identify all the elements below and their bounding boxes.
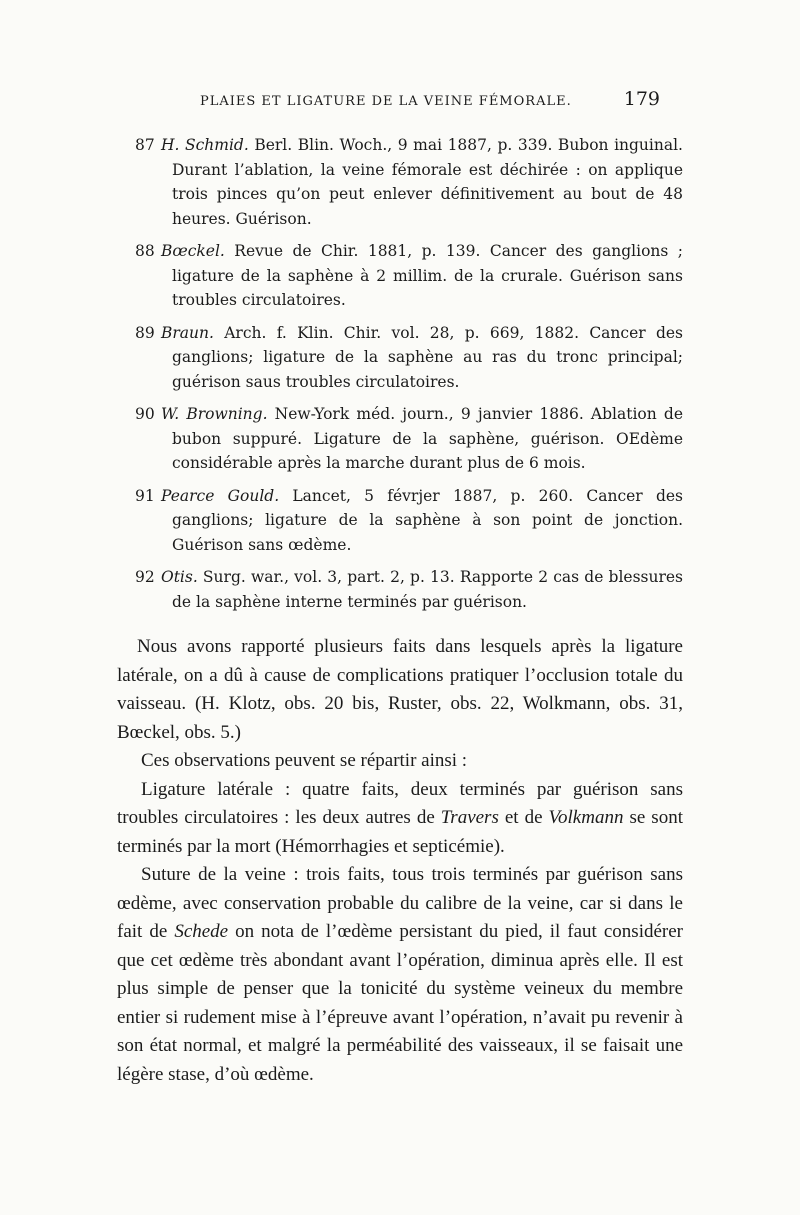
reference-number: 91 <box>135 486 155 505</box>
reference-number: 87 <box>135 136 155 154</box>
reference-list <box>135 133 683 622</box>
paragraph-text: Suture de la veine : trois faits, tous trois terminés par guérison sans œdème, avec conservation probable du calibre de la veine, car si dans le fait de <box>117 864 683 942</box>
reference-number: 90 <box>135 405 155 423</box>
paragraph-text: et de <box>498 807 549 828</box>
reference-author: Pearce Gould. <box>161 486 280 505</box>
reference-number: 92 <box>135 568 155 586</box>
reference-item <box>135 133 683 231</box>
reference-text: Revue de Chir. 1881, p. 139. Cancer des ganglions ; ligature de la saphène à 2 millim. de la crurale. Guérison sans troubles circulatoires. <box>172 242 683 309</box>
paragraph-text: on nota de l’œdème persistant du pied, il faut considérer que cet œdème très abondant avant l’opération, diminua après elle. Il est plus simple de penser que la tonicité du système veineux du membre entier si rudement mise à l’épreuve avant l’opération, n’avait pu revenir à son état normal, et malgré la perméabilité des vaisseaux, il se faisait une légère stase, d’où œdème. <box>117 921 683 1085</box>
reference-text: Arch. f. Klin. Chir. vol. 28, p. 669, 1882. Cancer des ganglions; ligature de la saphène au ras du tronc principal; guérison saus troubles circulatoires. <box>172 323 683 391</box>
reference-text: New-York méd. journ., 9 janvier 1886. Ablation de bubon suppuré. Ligature de la saphène, guérison. OEdème considérable après la marche durant plus de 6 mois. <box>172 405 684 472</box>
header-title: PLAIES ET LIGATURE DE LA VEINE FÉMORALE. <box>200 94 572 109</box>
reference-item <box>135 565 683 614</box>
reference-number: 89 <box>135 323 155 342</box>
paragraph <box>117 861 683 1089</box>
body-text <box>117 633 683 1089</box>
reference-author: Braun. <box>161 323 214 342</box>
paragraph: Ces observations peuvent se répartir ainsi : <box>141 750 468 771</box>
italic-name: Schede <box>174 921 229 942</box>
reference-item <box>135 239 683 313</box>
paragraph-text: se sont terminés par la mort (Hémorrhagies et septicémie). <box>117 807 683 857</box>
reference-author: H. Schmid. <box>161 136 249 154</box>
reference-item <box>135 402 683 476</box>
paragraph: Nous avons rapporté plusieurs faits dans lesquels après la ligature latérale, on a dû à cause de complications pratiquer l’occlusion totale du vaisseau. (H. Klotz, obs. 20 bis, Ruster, obs. 22, Wolkmann, obs. 31, Bœckel, obs. 5.) <box>117 636 683 743</box>
reference-author: Bœckel. <box>161 242 225 260</box>
reference-item <box>135 321 683 395</box>
italic-name: Volkmann <box>548 807 624 828</box>
paragraph <box>117 776 683 862</box>
reference-author: Otis. <box>161 568 198 586</box>
page-number: 179 <box>623 88 660 110</box>
reference-text: Lancet, 5 févrjer 1887, p. 260. Cancer des ganglions; ligature de la saphène à son point de jonction. Guérison sans œdème. <box>172 486 683 554</box>
reference-number: 88 <box>135 242 155 260</box>
reference-item <box>135 484 683 558</box>
reference-text: Berl. Blin. Woch., 9 mai 1887, p. 339. Bubon inguinal. Durant l’ablation, la veine fémorale est déchirée : on applique trois pinces qu’on peut enlever définitivement au bout de 48 heures. Guérison. <box>172 136 683 228</box>
reference-author: W. Browning. <box>161 405 268 423</box>
paragraph-text: Ligature latérale : quatre faits, deux terminés par guérison sans troubles circulatoires : les deux autres de <box>117 778 683 828</box>
reference-text: Surg. war., vol. 3, part. 2, p. 13. Rapporte 2 cas de blessures de la saphène interne terminés par guérison. <box>172 568 683 611</box>
italic-name: Travers <box>440 807 499 828</box>
